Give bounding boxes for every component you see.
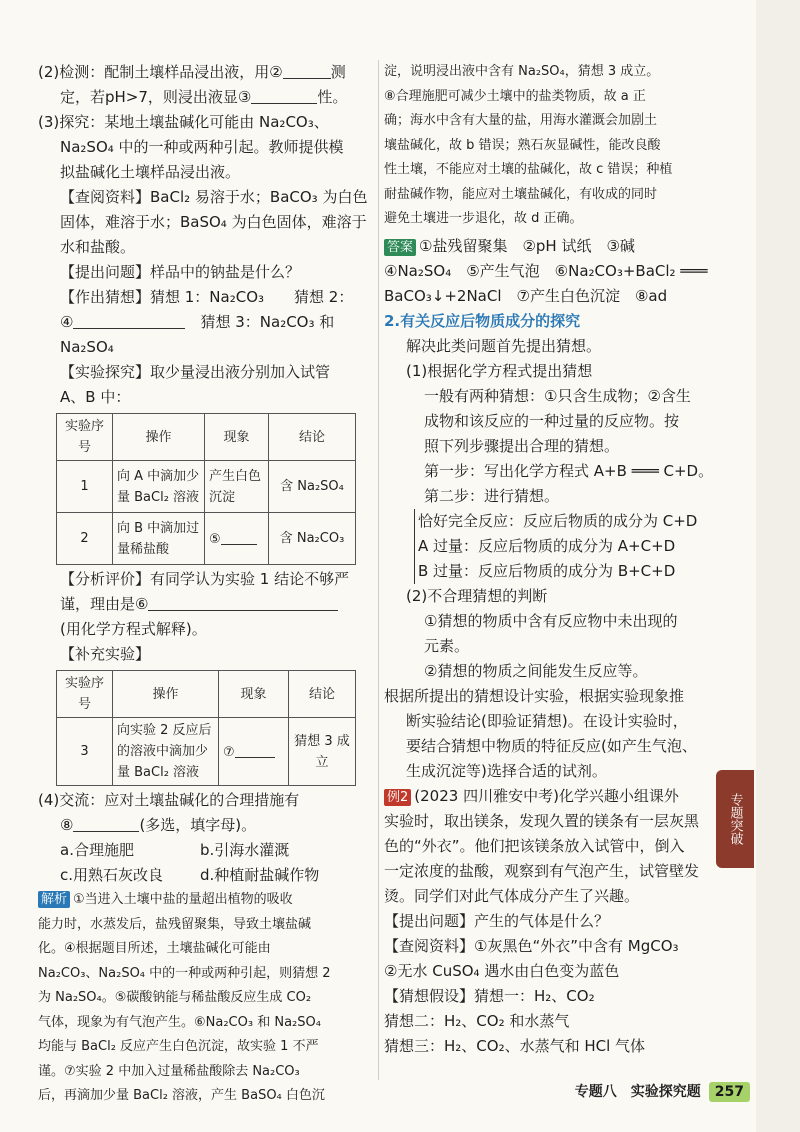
- guess-line2: ④ 猜想 3：Na₂CO₃ 和: [60, 313, 335, 331]
- table2-header-cell: 现象: [219, 671, 289, 718]
- answer-line3: BaCO₃↓+2NaCl ⑦产生白色沉淀 ⑧ad: [384, 286, 668, 305]
- column-divider: [378, 60, 379, 1080]
- jiexi-line: 气体，现象为有气泡产生。⑥Na₂CO₃ 和 Na₂SO₄: [38, 1014, 321, 1030]
- sub1-line3: 照下列步骤提出合理的猜想。: [424, 436, 620, 455]
- answer-line1: 答案 ①盐残留聚集 ②pH 试纸 ③碱: [384, 234, 716, 259]
- table1-header: [57, 414, 356, 461]
- example-question: 【提出问题】产生的气体是什么？: [384, 911, 610, 930]
- options-row-2: [38, 863, 372, 888]
- supp-line: 【补充实验】: [60, 645, 151, 663]
- option-c: c.用熟石灰改良: [60, 866, 164, 884]
- page-edge: [756, 0, 800, 1132]
- para-line: 要结合猜想中物质的特征反应(如产生气泡、: [406, 736, 697, 755]
- jiexi-line1: 解析 ①当进入土壤中盐的量超出植物的吸收: [38, 888, 372, 913]
- blank-7[interactable]: [235, 740, 275, 758]
- exp-line2: A、B 中：: [60, 388, 131, 406]
- jiexi-line: 壤盐碱化，故 b 错误；熟石灰显碱性，能改良酸: [384, 137, 661, 153]
- section-intro: 解决此类问题首先提出猜想。: [406, 336, 602, 355]
- blank-5[interactable]: [221, 527, 257, 545]
- jiexi-line: 均能与 BaCl₂ 反应产生白色沉淀，故实验 1 不严: [38, 1039, 319, 1054]
- table-cell: 猜想 3 成立: [289, 718, 356, 786]
- example-tag: 例2: [384, 789, 411, 806]
- table-cell: 含 Na₂CO₃: [269, 513, 356, 565]
- sub2-line3: ②猜想的物质之间能发生反应等。: [424, 661, 648, 680]
- option-d: d.种植耐盐碱作物: [200, 866, 320, 884]
- bracket-line: B 过量：反应后物质的成分为 B+C+D: [418, 561, 676, 580]
- info-line2: 固体，难溶于水；BaSO₄ 为白色固体，难溶于: [60, 213, 367, 231]
- experiment-table-2: [56, 670, 356, 786]
- example-info2: ②无水 CuSO₄ 遇水由白色变为蓝色: [384, 961, 620, 980]
- table1-header-cell: 结论: [269, 414, 356, 461]
- bracket-line: 恰好完全反应：反应后物质的成分为 C+D: [418, 511, 698, 530]
- sub2-title: (2)不合理猜想的判断: [406, 586, 548, 605]
- bracket-line: A 过量：反应后物质的成分为 A+C+D: [418, 536, 676, 555]
- table1-header-cell: 现象: [205, 414, 269, 461]
- guess-line1: 【作出猜想】猜想 1：Na₂CO₃ 猜想 2：: [60, 288, 354, 306]
- analysis-block: [38, 888, 372, 1109]
- jiexi-line: 性土壤，不能应对土壤的盐碱化，故 c 错误；种植: [384, 162, 673, 177]
- table-cell: 3: [57, 718, 113, 786]
- analysis-line2: 谨，理由是⑥: [38, 592, 372, 617]
- info-line3: 水和盐酸。: [60, 238, 136, 256]
- option-b: b.引海水灌溉: [200, 841, 290, 859]
- table-row: [57, 718, 356, 786]
- analysis-continued: [384, 60, 716, 232]
- footer-chapter: 专题八 实验探究题: [574, 1083, 701, 1100]
- example-line: 色的“外衣”。他们把该镁条放入试管中，倒入: [384, 836, 685, 855]
- jiexi-line: ⑧合理施肥可减少土壤中的盐类物质，故 a 正: [384, 88, 646, 104]
- para-line: 根据所提出的猜想设计实验，根据实验现象推: [384, 686, 685, 705]
- page-footer: [540, 1081, 750, 1103]
- option-a: a.合理施肥: [60, 841, 134, 859]
- q4-line1: (4)交流：应对土壤盐碱化的合理措施有: [38, 791, 300, 809]
- analysis-line1: 【分析评价】有同学认为实验 1 结论不够严: [60, 570, 350, 588]
- options-row-1: [38, 838, 372, 863]
- step1-line: 第一步：写出化学方程式 A+B ═══ C+D。: [424, 461, 714, 480]
- guess-line3: Na₂SO₄: [60, 338, 114, 356]
- example-line: 烫。同学们对此气体成分产生了兴趣。: [384, 886, 640, 905]
- jiexi-line: 耐盐碱作物，能应对土壤盐碱化，有收成的同时: [384, 186, 658, 202]
- blank-8[interactable]: [73, 814, 139, 832]
- q2-line1: (2)检测：配制土壤样品浸出液，用② 测: [38, 63, 346, 81]
- jiexi-line: 避免土壤进一步退化，故 d 正确。: [384, 211, 583, 226]
- jiexi-line: 确；海水中含有大量的盐，用海水灌溉会加剧土: [384, 113, 658, 128]
- sub1-title: (1)根据化学方程式提出猜想: [406, 361, 593, 380]
- jiexi-line: 能力时，水蒸发后，盐残留聚集，导致土壤盐碱: [38, 916, 312, 932]
- sub1-line1: 一般有两种猜想：①只含生成物；②含生: [424, 386, 691, 405]
- table-cell: 向 B 中滴加过量稀盐酸: [113, 513, 205, 565]
- jiexi-line: 后，再滴加少量 BaCl₂ 溶液，产生 BaSO₄ 白色沉: [38, 1088, 325, 1103]
- exp-line1: 【实验探究】取少量浸出液分别加入试管: [60, 363, 331, 381]
- blank-2[interactable]: [283, 61, 331, 79]
- table1-header-cell: 实验序号: [57, 414, 113, 461]
- example-info1: 【查阅资料】①灰黑色“外衣”中含有 MgCO₃: [384, 936, 679, 955]
- blank-4[interactable]: [73, 311, 185, 329]
- q3-line3: 拟盐碱化土壤样品浸出液。: [60, 163, 241, 181]
- jiexi-line: 淀，说明浸出液中含有 Na₂SO₄，猜想 3 成立。: [384, 64, 660, 79]
- para-line: 断实验结论(即验证猜想)。在设计实验时，: [406, 711, 688, 730]
- table-cell: ⑦: [219, 718, 289, 786]
- analysis-line3: (用化学方程式解释)。: [60, 620, 207, 638]
- sub1-line2: 成物和该反应的一种过量的反应物。按: [424, 411, 680, 430]
- jiexi-line: 为 Na₂SO₄。⑤碳酸钠能与稀盐酸反应生成 CO₂: [38, 990, 312, 1005]
- sub2-line2: 元素。: [424, 636, 470, 655]
- left-column: [38, 60, 372, 1109]
- table-cell: 2: [57, 513, 113, 565]
- question-line: 【提出问题】样品中的钠盐是什么？: [60, 263, 301, 281]
- q3-line2: Na₂SO₄ 中的一种或两种引起。教师提供模: [60, 138, 344, 156]
- example-guess1: 【猜想假设】猜想一：H₂、CO₂: [384, 986, 595, 1005]
- table-cell: ⑤: [205, 513, 269, 565]
- table1-header-cell: 操作: [113, 414, 205, 461]
- jiexi-line: 谨。⑦实验 2 中加入过量稀盐酸除去 Na₂CO₃: [38, 1063, 300, 1079]
- answer-line2: ④Na₂SO₄ ⑤产生气泡 ⑥Na₂CO₃+BaCl₂ ═══: [384, 261, 708, 280]
- table2-header-cell: 结论: [289, 671, 356, 718]
- table2-header-cell: 操作: [113, 671, 219, 718]
- section-title: 2.有关反应后物质成分的探究: [384, 311, 581, 330]
- q2-line2: 定，若pH>7，则浸出液显③ 性。: [60, 88, 348, 106]
- jiexi-tag: 解析: [38, 891, 70, 908]
- sub2-line1: ①猜想的物质中含有反应物中未出现的: [424, 611, 678, 630]
- blank-6[interactable]: [148, 593, 338, 611]
- table-row: [57, 461, 356, 513]
- info-line1: 【查阅资料】BaCl₂ 易溶于水；BaCO₃ 为白色: [60, 188, 368, 206]
- experiment-table-1: [56, 413, 356, 565]
- jiexi-line: 化。④根据题目所述，土壤盐碱化可能由: [38, 941, 271, 956]
- table-cell: 产生白色沉淀: [205, 461, 269, 513]
- example-line: 实验时，取出镁条，发现久置的镁条有一层灰黑: [384, 811, 700, 830]
- example-guess3: 猜想三：H₂、CO₂、水蒸气和 HCl 气体: [384, 1036, 646, 1055]
- example-guess2: 猜想二：H₂、CO₂ 和水蒸气: [384, 1011, 570, 1030]
- right-column: [384, 60, 716, 1059]
- table-row: [57, 513, 356, 565]
- para-line: 生成沉淀等)选择合适的试剂。: [406, 761, 607, 780]
- jiexi-line: Na₂CO₃、Na₂SO₄ 中的一种或两种引起，则猜想 2: [38, 965, 331, 981]
- page-number: 257: [709, 1082, 750, 1102]
- example-line: 一定浓度的盐酸，观察到有气泡产生，试管壁发: [384, 861, 700, 880]
- q3-line1: (3)探究：某地土壤盐碱化可能由 Na₂CO₃、: [38, 113, 329, 131]
- example-line1: 例2 (2023 四川雅安中考)化学兴趣小组课外: [384, 784, 716, 809]
- q4-line2: ⑧ (多选，填字母)。: [60, 816, 257, 834]
- table-cell: 向 A 中滴加少量 BaCl₂ 溶液: [113, 461, 205, 513]
- table2-header-cell: 实验序号: [57, 671, 113, 718]
- answer-tag: 答案: [384, 239, 416, 256]
- table-cell: 1: [57, 461, 113, 513]
- table-cell: 含 Na₂SO₄: [269, 461, 356, 513]
- table-cell: 向实验 2 反应后的溶液中滴加少量 BaCl₂ 溶液: [113, 718, 219, 786]
- table2-header: [57, 671, 356, 718]
- side-tab[interactable]: 专题突破: [716, 770, 754, 868]
- blank-3[interactable]: [251, 86, 317, 104]
- step2-line: 第二步：进行猜想。: [424, 486, 560, 505]
- guess-bracket: [414, 509, 716, 584]
